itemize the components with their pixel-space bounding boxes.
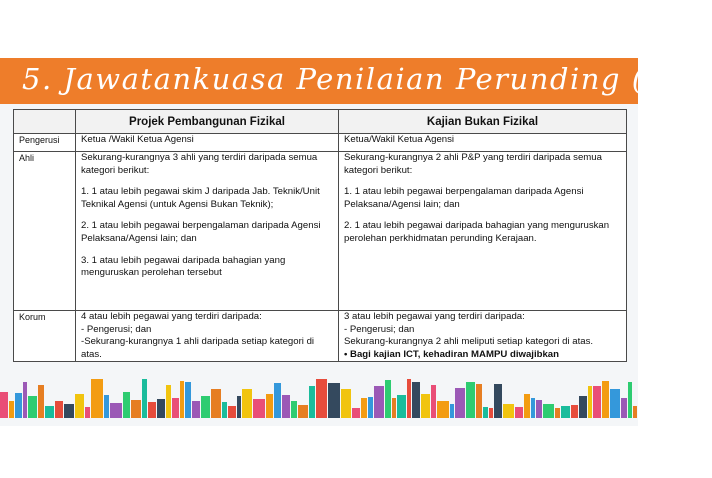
skyline-building [555,408,560,418]
skyline-building [104,395,109,418]
skyline-building [392,398,396,418]
title-banner [0,58,712,104]
skyline-building [201,396,210,418]
skyline-building [282,395,290,418]
korum-bukan-fizikal-line-2: - Pengerusi; dan [344,323,415,335]
skyline-building [397,395,406,418]
header-empty [14,110,76,134]
skyline-building [242,389,252,418]
skyline-building [531,398,535,418]
skyline-building [368,397,373,418]
ahli-bukan-fizikal-item-1: 1. 1 atau lebih pegawai berpengalaman daripada Agensi Pelaksana/Agensi lain; dan [344,186,584,210]
skyline-building [483,407,488,418]
skyline-building [142,379,147,418]
ahli-bukan-fizikal-item-2: 2. 1 atau lebih pegawai daripada bahagian yang menguruskan perolehan perkhidmatan perunding Kerajaan. [344,220,610,244]
skyline-building [291,401,297,418]
skyline-building [148,402,156,418]
skyline-building [407,379,411,418]
skyline-building [131,400,141,418]
table-row-korum [14,311,627,362]
row-label-pengerusi: Pengerusi [14,134,76,152]
jpp-table [13,109,627,362]
skyline-building [222,402,227,418]
skyline-building [536,400,542,418]
skyline-building [610,389,620,418]
skyline-building [211,389,221,418]
row-label-korum: Korum [14,311,76,362]
skyline-building [412,382,420,418]
skyline-building [328,383,340,418]
skyline-building [633,406,637,418]
skyline-building [157,399,165,418]
skyline-building [123,392,130,418]
skyline-building [593,386,601,418]
skyline-building [55,401,63,418]
korum-fizikal-line-3: -Sekurang-kurangnya 1 ahli daripada setiap kategori di atas. [81,336,315,360]
pengerusi-fizikal: Ketua /Wakil Ketua Agensi [76,134,339,152]
skyline-building [172,398,179,418]
ahli-fizikal [76,152,339,311]
skyline-building [489,408,493,418]
skyline-building [431,385,436,418]
skyline-building [192,401,200,418]
skyline-building [341,389,351,418]
skyline-building [266,394,273,418]
korum-bukan-fizikal-line-3: Sekurang-kurangnya 2 ahli meliputi setiap kategori di atas. [344,336,594,348]
pengerusi-bukan-fizikal: Ketua/Wakil Ketua Agensi [339,134,627,152]
skyline-building [85,407,90,418]
skyline-building [588,386,592,418]
ahli-bukan-fizikal [339,152,627,311]
skyline-building [0,392,8,418]
ahli-fizikal-intro: Sekurang-kurangnya 3 ahli yang terdiri daripada semua kategori berikut: [81,152,318,176]
korum-ict-note: • Bagi kajian ICT, kehadiran MAMPU diwajibkan [344,348,560,360]
skyline-building [298,405,308,418]
header-bukan-fizikal: Kajian Bukan Fizikal [339,110,627,134]
skyline-building [466,382,475,418]
skyline-building [110,403,122,418]
skyline-building [228,406,236,418]
skyline-building [23,382,27,418]
skyline-building [253,399,265,418]
skyline-building [64,404,74,418]
skyline-building [561,406,570,418]
korum-fizikal-line-1: 4 atau lebih pegawai yang terdiri daripada: [81,311,262,322]
skyline-building [476,384,482,418]
city-skyline-decoration [0,366,638,424]
korum-bukan-fizikal-line-1: 3 atau lebih pegawai yang terdiri daripada: [344,311,525,322]
skyline-building [421,394,430,418]
skyline-building [45,406,54,418]
skyline-building [9,401,14,418]
header-fizikal: Projek Pembangunan Fizikal [76,110,339,134]
ahli-bukan-fizikal-intro: Sekurang-kurangnya 2 ahli P&P yang terdiri daripada semua kategori berikut: [344,152,602,176]
skyline-building [316,379,327,418]
ahli-fizikal-item-3: 3. 1 atau lebih pegawai daripada bahagian yang menguruskan perolehan tersebut [81,254,286,279]
skyline-building [503,404,514,418]
skyline-building [602,381,609,418]
skyline-building [524,394,530,418]
skyline-building [28,396,37,418]
ahli-fizikal-item-1: 1. 1 atau lebih pegawai skim J daripada Jab. Teknik/Unit Teknikal Agensi (untuk Agensi Bukan Teknik); [81,186,320,210]
skyline-building [385,380,391,418]
korum-fizikal-line-2: - Pengerusi; dan [81,323,152,335]
skyline-building [274,383,281,418]
skyline-building [75,394,84,418]
skyline-building [571,405,578,418]
slide-title: 5. Jawatankuasa Penilaian Perunding (JPP) [22,62,712,96]
table-header-row [14,110,627,134]
skyline-building [579,396,587,418]
skyline-building [450,404,454,418]
korum-bukan-fizikal [339,311,627,362]
skyline-building [166,385,171,418]
row-label-ahli: Ahli [14,152,76,311]
korum-fizikal [76,311,339,362]
skyline-building [352,408,360,418]
table-row-ahli [14,152,627,311]
skyline-building [515,407,523,418]
skyline-building [374,386,384,418]
skyline-building [38,385,44,418]
skyline-building [543,404,554,418]
skyline-building [180,381,184,418]
skyline-building [437,401,449,418]
skyline-building [455,388,465,418]
skyline-building [309,386,315,418]
skyline-building [91,379,103,418]
skyline-building [361,398,367,418]
ahli-fizikal-item-2: 2. 1 atau lebih pegawai berpengalaman daripada Agensi Pelaksana/Agensi lain; dan [81,220,321,244]
skyline-building [185,382,191,418]
skyline-building [494,384,502,418]
skyline-building [621,398,627,418]
skyline-building [237,396,241,418]
skyline-building [628,382,632,418]
skyline-building [15,393,22,418]
table-row-pengerusi [14,134,627,152]
